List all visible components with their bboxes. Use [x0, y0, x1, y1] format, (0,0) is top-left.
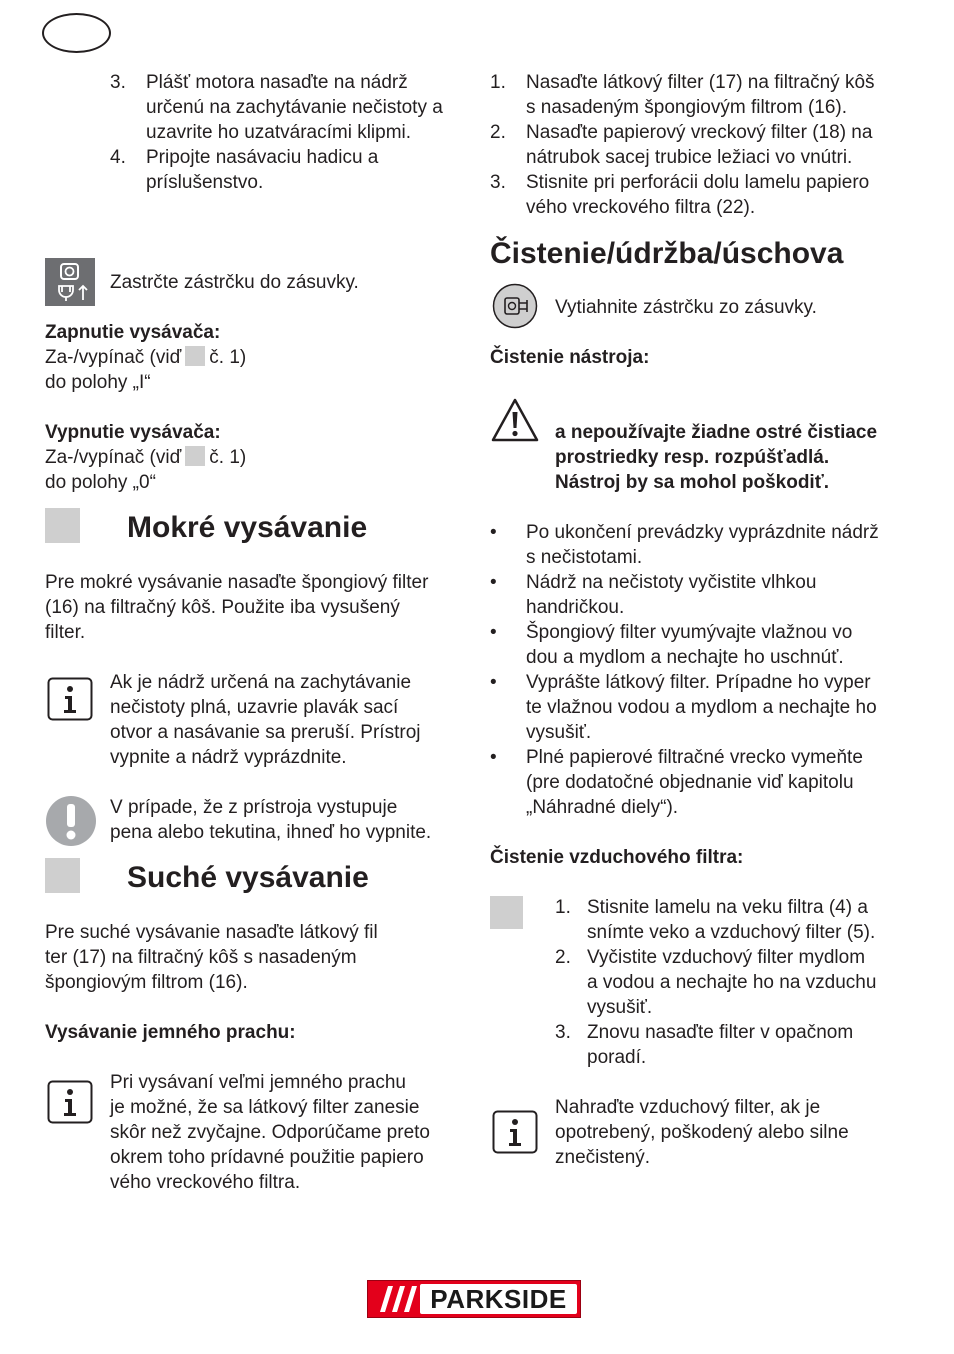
stripes-icon	[374, 1286, 418, 1312]
info-icon	[47, 1080, 91, 1124]
list-item: 2. Vyčistite vzduchový filter mydlom a vodou a nechajte ho na vzduchu vysušiť.	[555, 947, 877, 1018]
section-title-wet: Mokré vysávanie	[127, 511, 368, 544]
list-item: • Špongiový filter vyumývajte vlažnou vo dou a mydlom a nechajte ho uschnúť.	[490, 622, 853, 668]
list-item: • Plné papierové filtračné vrecko vymeňte (pre dodatočné objednanie viď kapitolu „Náhradné diely“).	[490, 747, 863, 818]
assembly-steps-left	[110, 70, 470, 195]
figure-ref-marker	[185, 446, 205, 466]
switch-on-heading: Zapnutie vysávača:	[45, 322, 221, 343]
list-item: 3. Stisnite pri perforácii dolu lamelu papiero vého vreckového filtra (22).	[490, 172, 870, 218]
air-filter-heading: Čistenie vzduchového filtra:	[490, 847, 744, 868]
assembly-steps-right	[490, 70, 910, 220]
figure-ref-marker	[45, 508, 80, 543]
list-item: • Nádrž na nečistoty vyčistite vlhkou handričkou.	[490, 572, 817, 618]
figure-ref-marker	[45, 858, 80, 893]
plug-in-icon	[45, 258, 95, 306]
section-title-cleaning: Čistenie/údržba/úschova	[490, 237, 844, 270]
list-item: 2. Nasaďte papierový vreckový filter (18) na nátrubok sacej trubice ležiaci vo vnútri.	[490, 122, 873, 168]
wet-warning-note: V prípade, že z prístroja vystupuje pena alebo tekutina, ihneď ho vypnite.	[110, 797, 432, 843]
info-icon	[47, 677, 91, 721]
language-badge	[42, 13, 111, 53]
list-item: 3. Plášť motora nasaďte na nádrž určenú na zachytávanie nečistoty a uzavrite ho uzatváracími klipmi.	[110, 72, 443, 143]
figure-ref-marker	[490, 896, 523, 929]
switch-off-heading: Vypnutie vysávača:	[45, 422, 221, 443]
dry-paragraph: Pre suché vysávanie nasaďte látkový fil ter (17) na filtračný kôš s nasadeným špongiovým filtrom (16).	[45, 922, 378, 993]
unplug-icon	[492, 283, 538, 329]
list-item: 4. Pripojte nasávaciu hadicu a príslušenstvo.	[110, 147, 379, 193]
exclamation-icon	[45, 795, 97, 847]
list-item: 1. Stisnite lamelu na veku filtra (4) a snímte veko a vzduchový filter (5).	[555, 897, 876, 943]
figure-ref-marker	[185, 346, 205, 366]
section-title-dry: Suché vysávanie	[127, 861, 369, 894]
caution-note: a nepoužívajte žiadne ostré čistiace prostriedky resp. rozpúšťadlá. Nástroj by sa mohol poškodiť.	[555, 422, 878, 493]
plug-instruction: Zastrčte zástrčku do zásuvky.	[110, 272, 359, 293]
brand-name: PARKSIDE	[430, 1284, 567, 1314]
list-item: • Po ukončení prevádzky vyprázdnite nádrž s nečistotami.	[490, 522, 879, 568]
cleaning-bullets	[490, 520, 915, 820]
wet-info-note: Ak je nádrž určená na zachytávanie nečistoty plná, uzavrie plavák sací otvor a nasávanie sa preruší. Prístroj vypnite a nádrž vyprázdnite.	[110, 672, 421, 768]
list-item: • Vyprášte látkový filter. Prípadne ho vyper te vlažnou vodou a mydlom a nechajte ho vysušiť.	[490, 672, 877, 743]
air-filter-info-note: Nahraďte vzduchový filter, ak je opotrebený, poškodený alebo silne znečistený.	[555, 1097, 849, 1168]
dry-info-note: Pri vysávaní veľmi jemného prachu je možné, že sa látkový filter zanesie skôr než zvyčajne. Odporúčame preto okrem toho prídavné použitie papiero vého vreckového filtra.	[110, 1072, 430, 1193]
info-icon	[492, 1110, 536, 1154]
air-filter-steps	[555, 895, 915, 1070]
warning-triangle-icon	[490, 397, 540, 443]
list-item: 1. Nasaďte látkový filter (17) na filtračný kôš s nasadeným špongiovým filtrom (16).	[490, 72, 875, 118]
wet-paragraph: Pre mokré vysávanie nasaďte špongiový filter (16) na filtračný kôš. Použite iba vysušený filter.	[45, 572, 429, 643]
parkside-logo	[367, 1280, 581, 1318]
list-item: 3. Znovu nasaďte filter v opačnom poradí.	[555, 1022, 854, 1068]
tool-cleaning-heading: Čistenie nástroja:	[490, 347, 650, 368]
fine-dust-heading: Vysávanie jemného prachu:	[45, 1022, 296, 1043]
switch-off-section: Vypnutie vysávača: Za-/vypínač (viď č. 1) do polohy „0“	[45, 420, 445, 495]
switch-on-section: Zapnutie vysávača: Za-/vypínač (viď č. 1) do polohy „I“	[45, 320, 445, 395]
unplug-instruction: Vytiahnite zástrčku zo zásuvky.	[555, 297, 817, 318]
